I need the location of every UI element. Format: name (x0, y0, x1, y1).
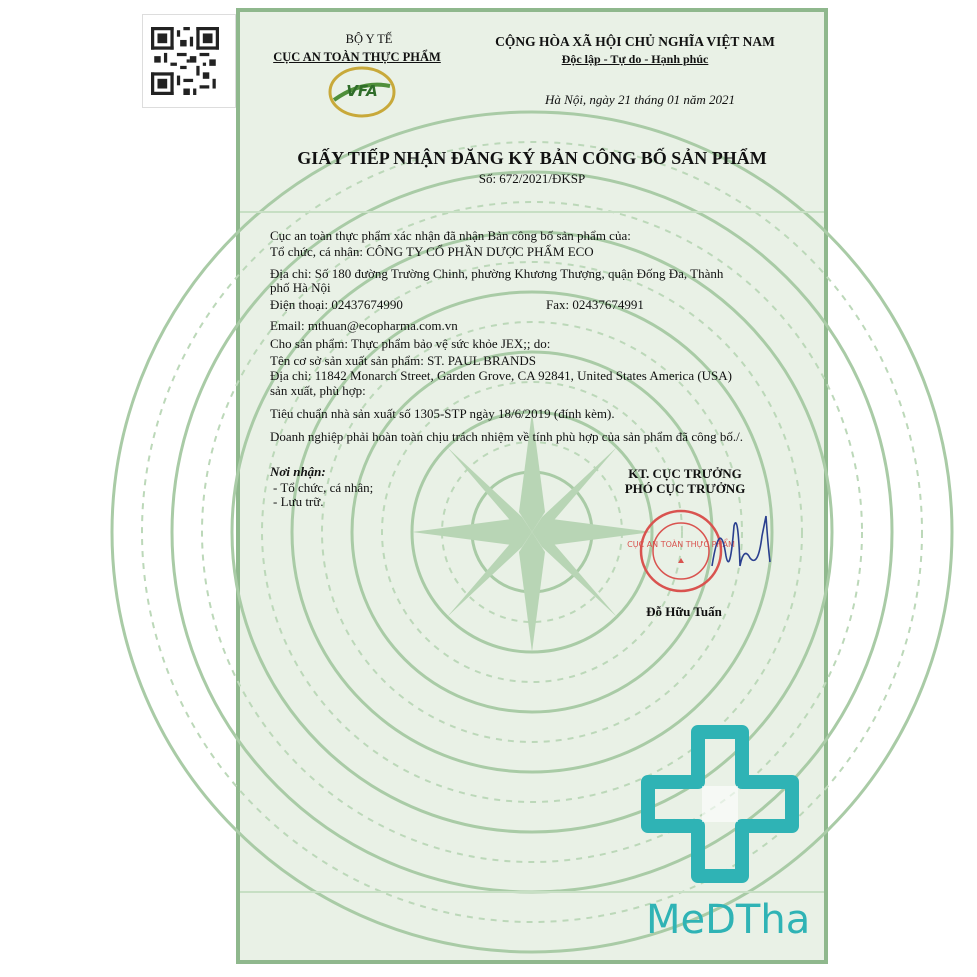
fax-line: Fax: 02437674991 (546, 297, 644, 312)
qr-code-panel (142, 14, 236, 108)
recipient-item: - Tổ chức, cá nhân; (273, 480, 374, 495)
signer-name: Đỗ Hữu Tuấn (646, 604, 722, 619)
organization-line: Tổ chức, cá nhân: CÔNG TY CỔ PHẦN DƯỢC PHẨM ECO (270, 244, 594, 259)
product-line: Cho sản phẩm: Thực phẩm bảo vệ sức khỏe JEX;; do: (270, 336, 551, 351)
signer-title-1: KT. CỤC TRƯỞNG (628, 466, 742, 481)
manufacturer-address-line-2: sản xuất, phù hợp: (270, 383, 366, 398)
national-motto: Độc lập - Tự do - Hạnh phúc (561, 52, 709, 66)
seal-text: CỤC AN TOÀN THỰC PHẨM (627, 540, 735, 549)
responsibility-line: Doanh nghiệp phải hoàn toàn chịu trách nhiệm về tính phù hợp của sản phẩm đã công bố./. (270, 429, 743, 444)
signer-title-2: PHÓ CỤC TRƯỞNG (624, 481, 746, 496)
standard-line: Tiêu chuẩn nhà sản xuất số 1305-STP ngày 18/6/2019 (đính kèm). (270, 406, 615, 421)
brand-name: MeDTha (646, 897, 811, 943)
country-name: CỘNG HÒA XÃ HỘI CHỦ NGHĨA VIỆT NAM (495, 34, 775, 49)
recipients-label: Nơi nhận: (270, 464, 326, 479)
email-line: Email: mthuan@ecopharma.com.vn (270, 318, 458, 333)
document-number: Số: 672/2021/ĐKSP (478, 171, 586, 186)
manufacturer-line: Tên cơ sở sản xuất sản phẩm: ST. PAUL BRANDS (270, 353, 537, 368)
intro-text: Cục an toàn thực phẩm xác nhận đã nhận Bản công bố sản phẩm của: (270, 228, 631, 243)
medical-cross-logo-icon (640, 724, 800, 892)
vfa-logo (326, 64, 398, 120)
vfa-logo-text: VFA (346, 82, 378, 100)
document-title: GIẤY TIẾP NHẬN ĐĂNG KÝ BẢN CÔNG BỐ SẢN PHẨM (297, 148, 767, 168)
ministry-name: BỘ Y TẾ (345, 32, 393, 46)
issue-date: Hà Nội, ngày 21 tháng 01 năm 2021 (545, 92, 735, 107)
agency-name: CỤC AN TOÀN THỰC PHẨM (273, 50, 441, 64)
manufacturer-address-line-1: Địa chỉ: 11842 Monarch Street, Garden Grove, CA 92841, United States America (USA) (270, 368, 733, 383)
handwritten-signature (706, 506, 776, 588)
recipient-item: - Lưu trữ. (273, 494, 324, 509)
qr-code-icon (151, 27, 219, 95)
address-line-2: phố Hà Nội (270, 280, 331, 295)
phone-line: Điện thoại: 02437674990 (270, 297, 403, 312)
address-line-1: Địa chỉ: Số 180 đường Trường Chinh, phường Khương Thượng, quận Đống Đa, Thành (270, 266, 724, 281)
